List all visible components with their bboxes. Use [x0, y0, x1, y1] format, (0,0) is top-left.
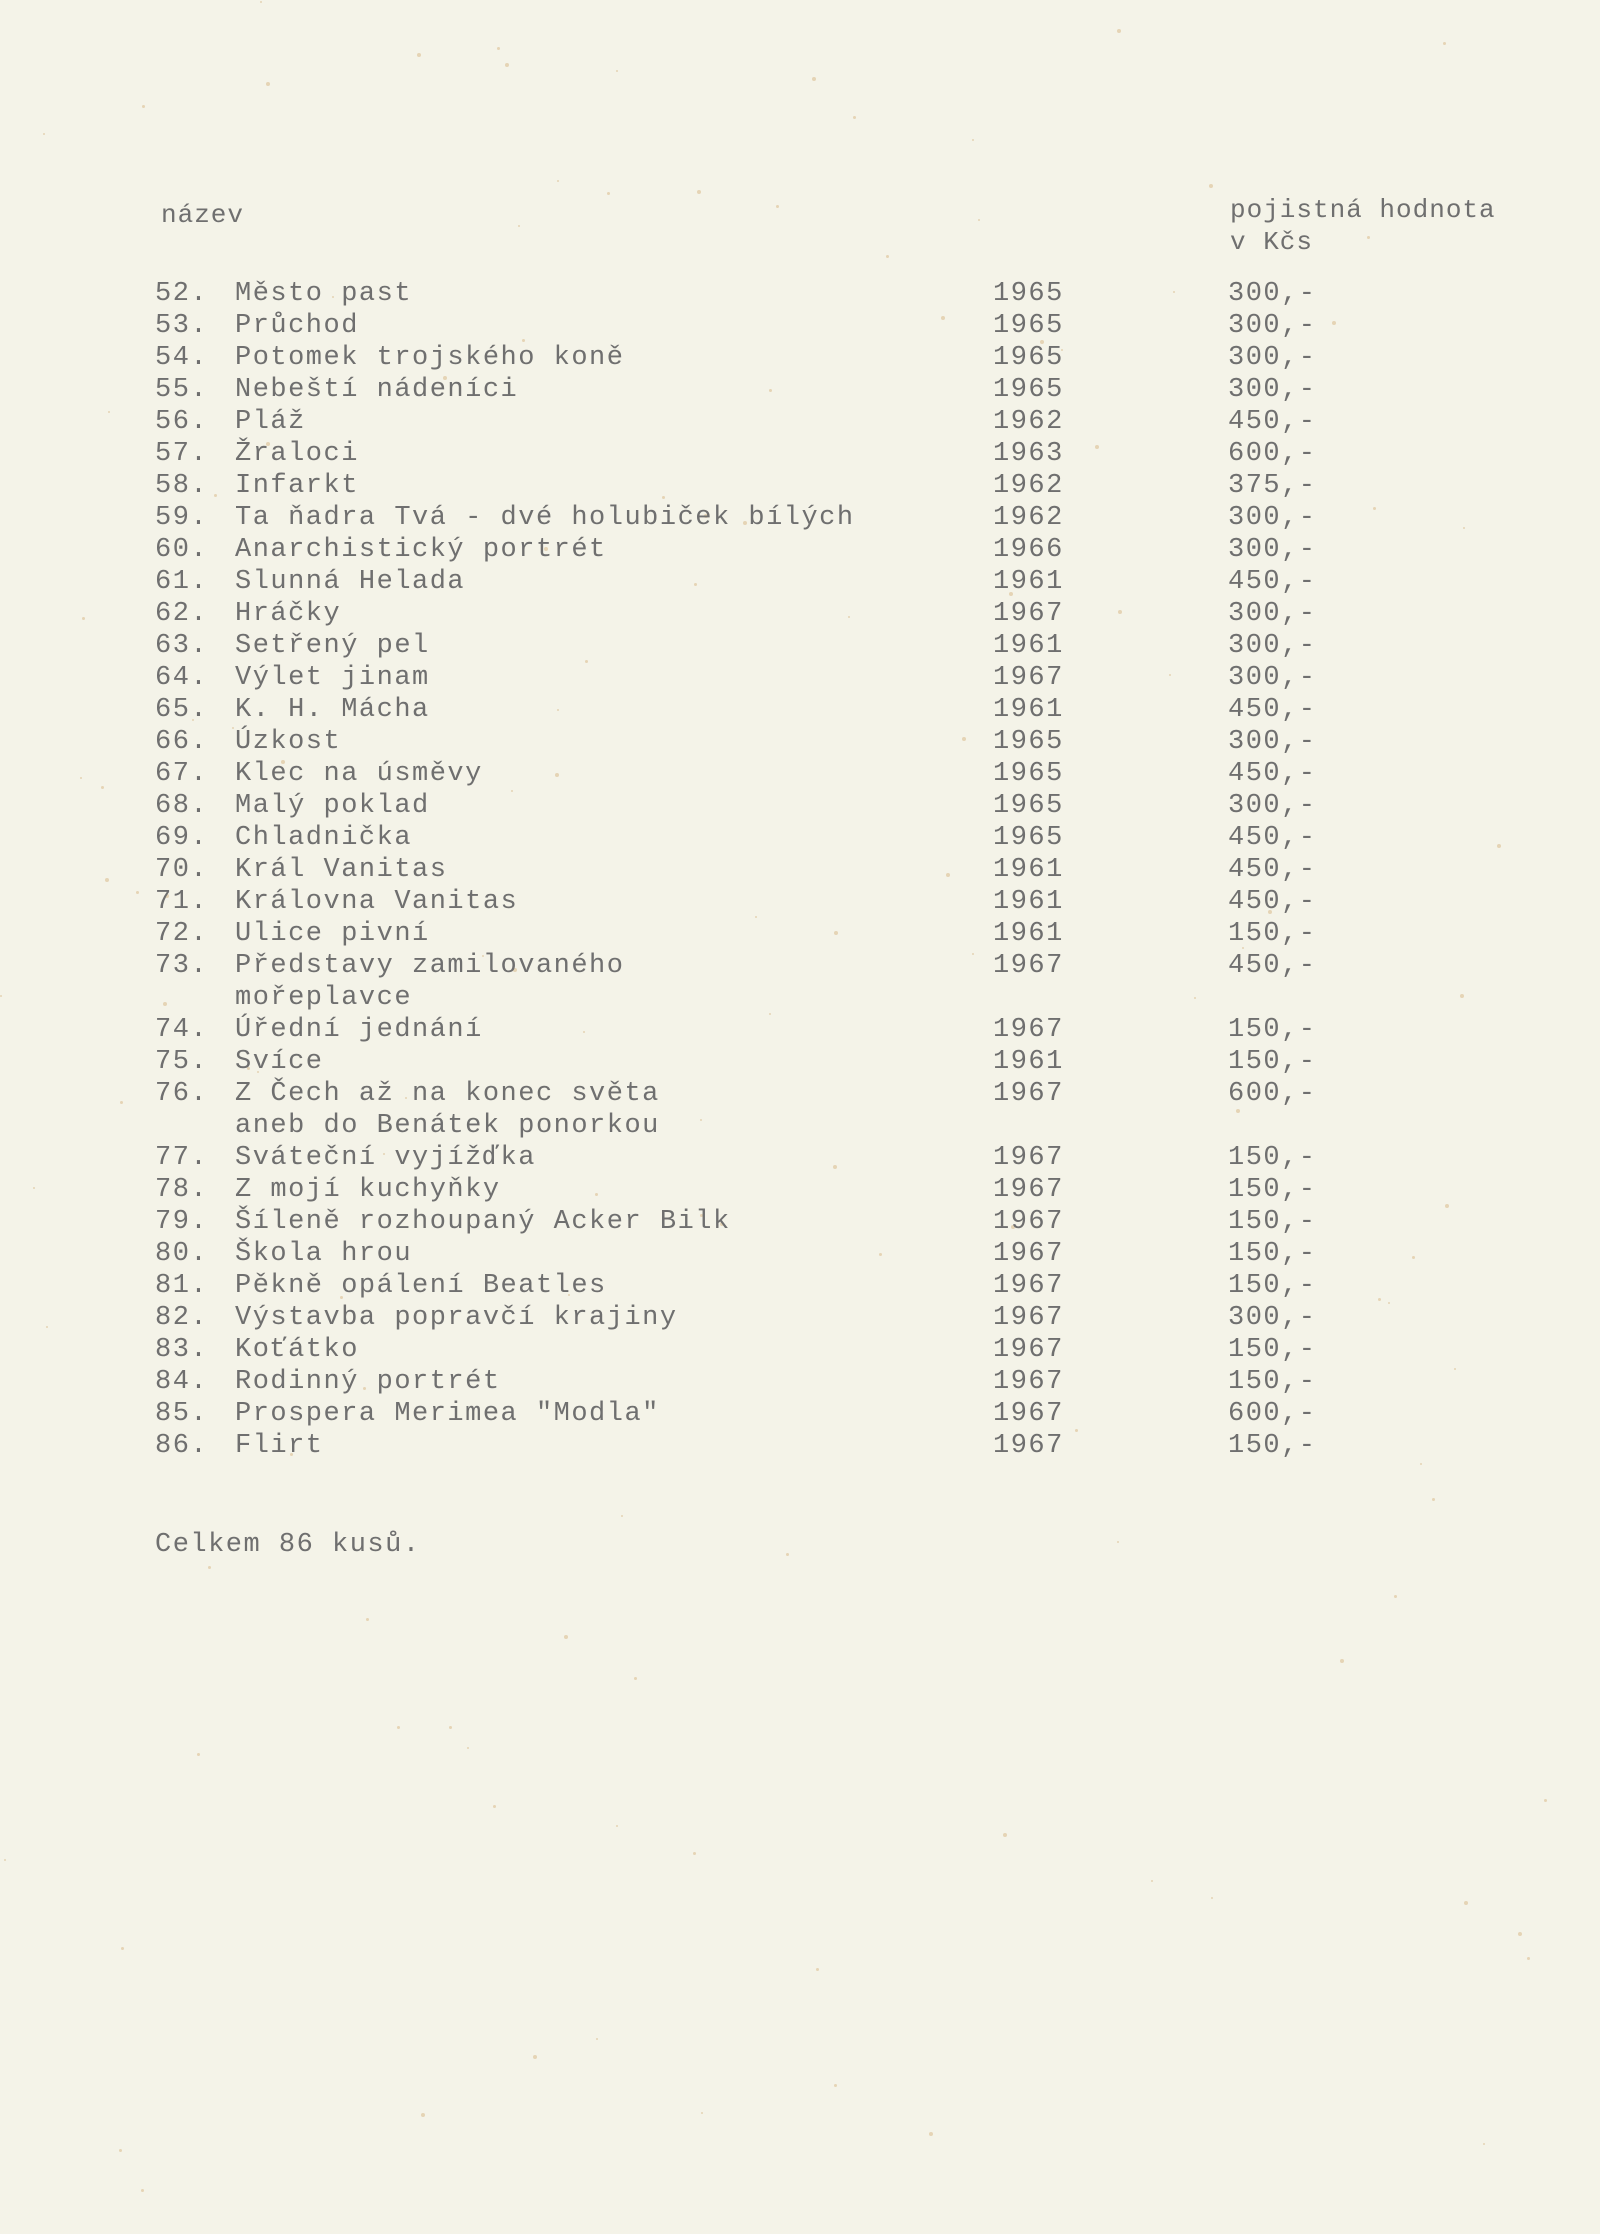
item-number: 85. — [155, 1399, 209, 1429]
item-value: 300,- — [1228, 791, 1317, 821]
item-number: 75. — [155, 1047, 209, 1077]
paper-speck — [607, 192, 610, 195]
paper-speck — [853, 116, 856, 119]
paper-speck — [142, 105, 145, 108]
column-header-value — [1230, 194, 1496, 258]
list-item — [155, 502, 1455, 534]
item-title-line: aneb do Benátek ponorkou — [235, 1111, 660, 1141]
paper-speck — [105, 878, 109, 882]
item-title-line: Malý poklad — [235, 791, 430, 821]
item-title-line: Hráčky — [235, 599, 342, 629]
paper-speck — [693, 1852, 696, 1855]
item-year: 1963 — [993, 439, 1064, 469]
item-title — [235, 1366, 1095, 1398]
item-title — [235, 726, 1095, 758]
item-value: 150,- — [1228, 1271, 1317, 1301]
item-number: 63. — [155, 631, 209, 661]
paper-speck — [518, 225, 520, 227]
paper-speck — [1151, 1880, 1153, 1882]
item-year: 1961 — [993, 855, 1064, 885]
paper-speck — [1544, 1799, 1547, 1802]
item-title — [235, 630, 1095, 662]
item-title-line: Chladnička — [235, 823, 413, 853]
item-year: 1967 — [993, 1239, 1064, 1269]
paper-speck — [82, 617, 85, 620]
paper-speck — [493, 1805, 496, 1808]
item-value: 150,- — [1228, 1207, 1317, 1237]
item-year: 1967 — [993, 1143, 1064, 1173]
item-number: 68. — [155, 791, 209, 821]
item-title-line: Svíce — [235, 1047, 324, 1077]
item-year: 1967 — [993, 1303, 1064, 1333]
item-title — [235, 342, 1095, 374]
list-item — [155, 310, 1455, 342]
item-title — [235, 470, 1095, 502]
item-title — [235, 790, 1095, 822]
paper-speck — [0, 995, 2, 997]
item-number: 70. — [155, 855, 209, 885]
item-title-line: Z mojí kuchyňky — [235, 1175, 501, 1205]
item-year: 1967 — [993, 599, 1064, 629]
paper-speck — [208, 1566, 211, 1569]
list-item — [155, 1142, 1455, 1174]
column-header-name: název — [161, 200, 245, 230]
item-number: 84. — [155, 1367, 209, 1397]
item-year: 1965 — [993, 727, 1064, 757]
paper-speck — [1527, 1957, 1530, 1960]
list-item — [155, 1206, 1455, 1238]
list-item — [155, 1046, 1455, 1078]
paper-speck — [1394, 1595, 1397, 1598]
list-item — [155, 662, 1455, 694]
list-item — [155, 342, 1455, 374]
paper-speck — [616, 1825, 618, 1827]
paper-speck — [978, 219, 980, 221]
item-value: 600,- — [1228, 1079, 1317, 1109]
item-value: 450,- — [1228, 855, 1317, 885]
item-title — [235, 438, 1095, 470]
paper-speck — [812, 77, 816, 81]
item-year: 1962 — [993, 407, 1064, 437]
item-number: 60. — [155, 535, 209, 565]
item-year: 1967 — [993, 663, 1064, 693]
paper-speck — [564, 1635, 568, 1639]
item-year: 1965 — [993, 759, 1064, 789]
item-title-line: Koťátko — [235, 1335, 359, 1365]
item-title-line: Průchod — [235, 311, 359, 341]
paper-speck — [417, 53, 421, 57]
paper-speck — [46, 1326, 48, 1328]
item-title-line: Výlet jinam — [235, 663, 430, 693]
item-value: 300,- — [1228, 343, 1317, 373]
item-value: 300,- — [1228, 535, 1317, 565]
paper-speck — [1117, 29, 1121, 33]
item-title-line: Ulice pivní — [235, 919, 430, 949]
item-number: 74. — [155, 1015, 209, 1045]
item-title-line: Král Vanitas — [235, 855, 448, 885]
list-item — [155, 886, 1455, 918]
item-title — [235, 1398, 1095, 1430]
list-item — [155, 1238, 1455, 1270]
item-number: 73. — [155, 951, 209, 981]
paper-speck — [557, 180, 559, 182]
item-title-line: Šíleně rozhoupaný Acker Bilk — [235, 1207, 731, 1237]
item-number: 86. — [155, 1431, 209, 1461]
item-number: 55. — [155, 375, 209, 405]
item-number: 58. — [155, 471, 209, 501]
list-item — [155, 854, 1455, 886]
item-year: 1966 — [993, 535, 1064, 565]
paper-speck — [366, 1618, 369, 1621]
paper-speck — [449, 1726, 452, 1729]
item-value: 450,- — [1228, 887, 1317, 917]
list-item — [155, 1430, 1455, 1462]
item-number: 76. — [155, 1079, 209, 1109]
paper-speck — [397, 1726, 400, 1729]
artwork-list — [155, 278, 1455, 1462]
item-value: 150,- — [1228, 1367, 1317, 1397]
paper-speck — [1464, 1901, 1468, 1905]
item-title — [235, 278, 1095, 310]
paper-speck — [1463, 527, 1465, 529]
paper-speck — [1497, 844, 1501, 848]
item-value: 150,- — [1228, 1239, 1317, 1269]
list-item — [155, 374, 1455, 406]
list-item — [155, 438, 1455, 470]
paper-speck — [596, 2038, 598, 2040]
item-value: 450,- — [1228, 695, 1317, 725]
item-title — [235, 662, 1095, 694]
item-value: 375,- — [1228, 471, 1317, 501]
item-title — [235, 950, 1095, 1014]
list-item — [155, 598, 1455, 630]
paper-speck — [260, 1, 262, 3]
list-item — [155, 1174, 1455, 1206]
paper-speck — [1460, 994, 1464, 998]
item-title — [235, 694, 1095, 726]
item-title-line: Ta ňadra Tvá - dvé holubiček bílých — [235, 503, 855, 533]
item-number: 69. — [155, 823, 209, 853]
list-item — [155, 1398, 1455, 1430]
item-year: 1967 — [993, 1207, 1064, 1237]
item-title — [235, 1334, 1095, 1366]
paper-speck — [1209, 184, 1213, 188]
paper-speck — [497, 47, 500, 50]
item-year: 1967 — [993, 1015, 1064, 1045]
item-title-line: Slunná Helada — [235, 567, 466, 597]
list-item — [155, 1334, 1455, 1366]
item-number: 66. — [155, 727, 209, 757]
list-item — [155, 406, 1455, 438]
list-item — [155, 534, 1455, 566]
item-title-line: Potomek trojského koně — [235, 343, 625, 373]
item-title — [235, 854, 1095, 886]
item-title-line: mořeplavce — [235, 983, 413, 1013]
item-title-line: Město past — [235, 279, 413, 309]
item-number: 53. — [155, 311, 209, 341]
column-header-value-line2: v Kčs — [1230, 227, 1314, 257]
item-value: 150,- — [1228, 1175, 1317, 1205]
item-year: 1967 — [993, 1335, 1064, 1365]
item-title-line: Úřední jednání — [235, 1015, 483, 1045]
paper-speck — [697, 190, 701, 194]
item-title-line: Královna Vanitas — [235, 887, 519, 917]
item-title — [235, 406, 1095, 438]
item-title — [235, 1270, 1095, 1302]
item-title — [235, 310, 1095, 342]
item-year: 1961 — [993, 631, 1064, 661]
item-year: 1967 — [993, 1367, 1064, 1397]
item-title-line: Pěkně opálení Beatles — [235, 1271, 607, 1301]
paper-speck — [80, 777, 82, 779]
list-item — [155, 726, 1455, 758]
paper-speck — [634, 1677, 637, 1680]
item-value: 300,- — [1228, 279, 1317, 309]
item-number: 56. — [155, 407, 209, 437]
item-value: 150,- — [1228, 1015, 1317, 1045]
item-year: 1967 — [993, 1175, 1064, 1205]
list-item — [155, 950, 1455, 1014]
item-year: 1962 — [993, 471, 1064, 501]
paper-speck — [1340, 1659, 1344, 1663]
item-value: 450,- — [1228, 759, 1317, 789]
paper-speck — [136, 891, 139, 894]
item-value: 300,- — [1228, 1303, 1317, 1333]
paper-speck — [621, 1515, 623, 1517]
list-item — [155, 918, 1455, 950]
item-value: 150,- — [1228, 1047, 1317, 1077]
item-value: 150,- — [1228, 1431, 1317, 1461]
item-year: 1961 — [993, 887, 1064, 917]
item-value: 450,- — [1228, 567, 1317, 597]
item-title-line: K. H. Mácha — [235, 695, 430, 725]
item-number: 61. — [155, 567, 209, 597]
item-title — [235, 1238, 1095, 1270]
paper-speck — [101, 786, 104, 789]
list-item — [155, 1270, 1455, 1302]
item-title — [235, 1142, 1095, 1174]
item-title-line: Pláž — [235, 407, 306, 437]
item-year: 1961 — [993, 919, 1064, 949]
item-value: 450,- — [1228, 407, 1317, 437]
item-title — [235, 502, 1095, 534]
item-title-line: Prospera Merimea "Modla" — [235, 1399, 660, 1429]
item-title-line: Flirt — [235, 1431, 324, 1461]
item-value: 600,- — [1228, 439, 1317, 469]
paper-speck — [141, 2189, 144, 2192]
item-year: 1965 — [993, 279, 1064, 309]
paper-speck — [120, 1101, 123, 1104]
item-value: 150,- — [1228, 1143, 1317, 1173]
list-item — [155, 822, 1455, 854]
paper-speck — [533, 2055, 537, 2059]
item-year: 1965 — [993, 311, 1064, 341]
item-title — [235, 1078, 1095, 1142]
item-title-line: Výstavba popravčí krajiny — [235, 1303, 678, 1333]
item-value: 300,- — [1228, 727, 1317, 757]
paper-speck — [1483, 2143, 1485, 2145]
item-value: 300,- — [1228, 599, 1317, 629]
item-year: 1967 — [993, 1271, 1064, 1301]
paper-speck — [1117, 1541, 1119, 1543]
item-value: 450,- — [1228, 823, 1317, 853]
paper-speck — [701, 2112, 703, 2114]
item-number: 78. — [155, 1175, 209, 1205]
paper-speck — [33, 1187, 35, 1189]
item-title-line: Anarchistický portrét — [235, 535, 607, 565]
item-number: 64. — [155, 663, 209, 693]
item-title — [235, 1206, 1095, 1238]
item-year: 1961 — [993, 695, 1064, 725]
paper-speck — [43, 133, 45, 135]
item-number: 82. — [155, 1303, 209, 1333]
column-header-value-line1: pojistná hodnota — [1230, 195, 1496, 225]
list-item — [155, 790, 1455, 822]
paper-speck — [816, 1968, 819, 1971]
item-number: 59. — [155, 503, 209, 533]
item-number: 81. — [155, 1271, 209, 1301]
item-number: 72. — [155, 919, 209, 949]
list-item — [155, 630, 1455, 662]
item-title-line: Setřený pel — [235, 631, 430, 661]
item-year: 1967 — [993, 1399, 1064, 1429]
paper-speck — [1432, 1498, 1435, 1501]
item-number: 57. — [155, 439, 209, 469]
list-item — [155, 470, 1455, 502]
list-item — [155, 1078, 1455, 1142]
item-number: 65. — [155, 695, 209, 725]
item-value: 450,- — [1228, 951, 1317, 981]
paper-speck — [119, 2149, 122, 2152]
paper-speck — [616, 70, 618, 72]
item-title — [235, 534, 1095, 566]
item-title-line: Z Čech až na konec světa — [235, 1079, 660, 1109]
item-title — [235, 374, 1095, 406]
item-number: 54. — [155, 343, 209, 373]
list-item — [155, 1014, 1455, 1046]
item-value: 150,- — [1228, 919, 1317, 949]
paper-speck — [4, 1859, 6, 1861]
item-title-line: Rodinný portrét — [235, 1367, 501, 1397]
item-title-line: Nebeští nádeníci — [235, 375, 519, 405]
paper-speck — [1211, 1897, 1213, 1899]
item-title-line: Představy zamilovaného — [235, 951, 625, 981]
paper-speck — [197, 1753, 200, 1756]
item-year: 1965 — [993, 343, 1064, 373]
paper-speck — [266, 82, 270, 86]
item-title-line: Klec na úsměvy — [235, 759, 483, 789]
item-number: 83. — [155, 1335, 209, 1365]
list-item — [155, 1302, 1455, 1334]
item-year: 1961 — [993, 1047, 1064, 1077]
paper-speck — [834, 2084, 837, 2087]
item-value: 300,- — [1228, 503, 1317, 533]
paper-speck — [786, 1553, 789, 1556]
item-number: 52. — [155, 279, 209, 309]
item-title — [235, 1014, 1095, 1046]
item-title — [235, 566, 1095, 598]
item-title-line: Úzkost — [235, 727, 342, 757]
item-title — [235, 598, 1095, 630]
paper-speck — [1420, 1463, 1422, 1465]
paper-speck — [421, 2113, 425, 2117]
item-title — [235, 1046, 1095, 1078]
paper-speck — [1518, 1932, 1522, 1936]
item-title-line: Sváteční vyjížďka — [235, 1143, 536, 1173]
item-title — [235, 1174, 1095, 1206]
paper-speck — [108, 411, 110, 413]
item-title — [235, 822, 1095, 854]
item-title — [235, 1430, 1095, 1462]
paper-speck — [121, 1947, 124, 1950]
item-value: 150,- — [1228, 1335, 1317, 1365]
paper-speck — [1003, 1833, 1007, 1837]
item-value: 300,- — [1228, 375, 1317, 405]
paper-speck — [929, 2132, 933, 2136]
list-item — [155, 758, 1455, 790]
paper-speck — [1443, 42, 1446, 45]
list-item — [155, 694, 1455, 726]
item-year: 1967 — [993, 1079, 1064, 1109]
item-value: 600,- — [1228, 1399, 1317, 1429]
item-number: 67. — [155, 759, 209, 789]
paper-speck — [467, 1747, 469, 1749]
item-title — [235, 886, 1095, 918]
list-item — [155, 566, 1455, 598]
item-year: 1962 — [993, 503, 1064, 533]
item-title-line: Infarkt — [235, 471, 359, 501]
paper-speck — [776, 205, 779, 208]
paper-speck — [886, 255, 889, 258]
list-item — [155, 1366, 1455, 1398]
item-year: 1967 — [993, 951, 1064, 981]
item-number: 79. — [155, 1207, 209, 1237]
item-year: 1965 — [993, 823, 1064, 853]
paper-speck — [505, 63, 509, 67]
item-title-line: Škola hrou — [235, 1239, 413, 1269]
item-number: 71. — [155, 887, 209, 917]
item-value: 300,- — [1228, 631, 1317, 661]
item-title — [235, 918, 1095, 950]
item-value: 300,- — [1228, 311, 1317, 341]
total-count: Celkem 86 kusů. — [155, 1530, 421, 1560]
item-number: 80. — [155, 1239, 209, 1269]
item-year: 1965 — [993, 791, 1064, 821]
item-year: 1961 — [993, 567, 1064, 597]
item-value: 300,- — [1228, 663, 1317, 693]
item-title-line: Žraloci — [235, 439, 359, 469]
item-title — [235, 758, 1095, 790]
item-year: 1965 — [993, 375, 1064, 405]
paper-speck — [972, 139, 974, 141]
item-number: 77. — [155, 1143, 209, 1173]
item-title — [235, 1302, 1095, 1334]
item-number: 62. — [155, 599, 209, 629]
item-year: 1967 — [993, 1431, 1064, 1461]
list-item — [155, 278, 1455, 310]
